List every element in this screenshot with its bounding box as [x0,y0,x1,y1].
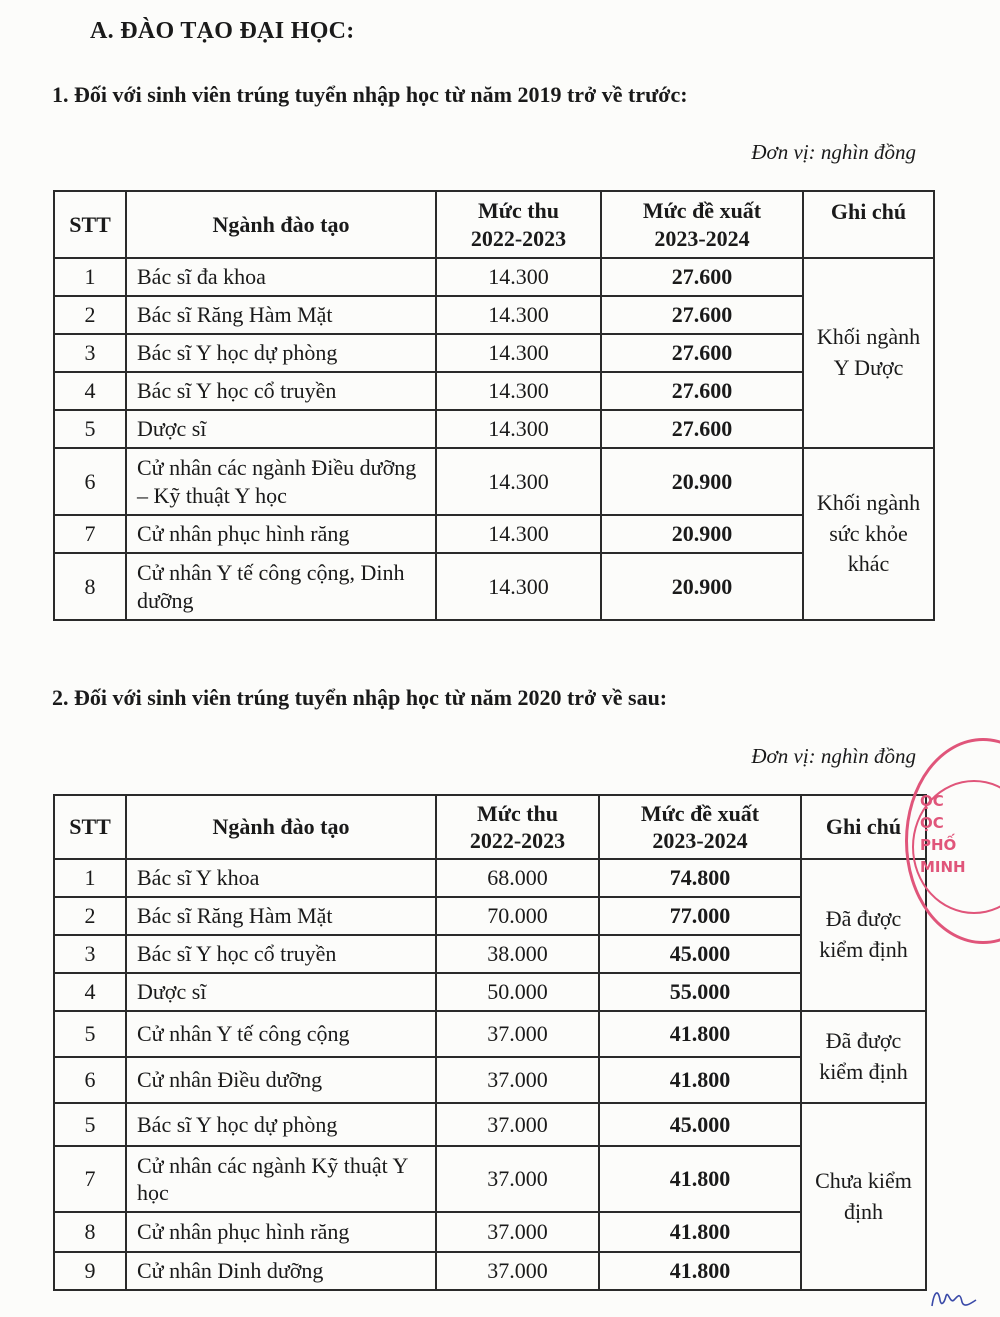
header-fee-proposed-line1: Mức đề xuất [642,198,762,223]
header-fee-current [436,191,601,258]
cell-fee-proposed: 41.800 [599,1057,801,1103]
table-row [54,448,934,515]
header-fee-proposed-line2: 2023-2024 [652,828,748,853]
table-row [54,410,934,448]
cell-fee-proposed: 41.800 [599,1011,801,1057]
header-fee-current-line2: 2022-2023 [470,225,567,251]
cell-major: Bác sĩ Y học cổ truyền [126,935,436,973]
cell-stt: 4 [54,973,126,1011]
table-row [54,973,926,1011]
cell-fee-current: 14.300 [436,553,601,620]
stamp-text-line: PHỐ [920,836,957,854]
cell-fee-proposed: 55.000 [599,973,801,1011]
cell-fee-proposed: 41.800 [599,1252,801,1290]
cell-stt: 5 [54,1103,126,1146]
cell-fee-proposed: 41.800 [599,1146,801,1212]
stamp-text-line: MINH [920,858,966,876]
cell-fee-proposed: 77.000 [599,897,801,935]
cell-major: Bác sĩ Y học dự phòng [126,1103,436,1146]
table-row [54,1103,926,1146]
cell-note-group: Khối ngành Y Dược [803,258,934,448]
cell-fee-current: 37.000 [436,1103,599,1146]
cell-major: Cử nhân Điều dưỡng [126,1057,436,1103]
table-header-row [54,795,926,859]
cell-note-group: Chưa kiểm định [801,1103,926,1290]
cell-fee-proposed: 20.900 [601,553,803,620]
cell-major: Dược sĩ [126,410,436,448]
header-fee-proposed-line1: Mức đề xuất [640,800,760,826]
cell-fee-proposed: 45.000 [599,935,801,973]
table-row [54,515,934,553]
header-fee-proposed [601,191,803,258]
cell-note-group: Khối ngành sức khỏe khác [803,448,934,620]
cell-fee-proposed: 27.600 [601,372,803,410]
cell-fee-current: 37.000 [436,1146,599,1212]
cell-note-group: Đã được kiểm định [801,859,926,1011]
fee-table-2020 [53,794,927,1291]
header-fee-proposed-line2: 2023-2024 [654,225,750,251]
cell-fee-proposed: 41.800 [599,1212,801,1252]
cell-note-group: Đã được kiểm định [801,1011,926,1103]
cell-fee-current: 38.000 [436,935,599,973]
header-stt: STT [54,191,126,258]
table-row [54,553,934,620]
cell-fee-current: 14.300 [436,515,601,553]
handwritten-signature [928,1282,978,1312]
cell-fee-current: 14.300 [436,258,601,296]
cell-fee-current: 14.300 [436,372,601,410]
cell-major: Bác sĩ Y học cổ truyền [126,372,436,410]
cell-stt: 5 [54,1011,126,1057]
cell-fee-current: 14.300 [436,334,601,372]
cell-stt: 3 [54,935,126,973]
header-note: Ghi chú [801,795,926,859]
section-heading: A. ĐÀO TẠO ĐẠI HỌC: [90,18,355,44]
cell-stt: 7 [54,1146,126,1212]
header-fee-current-line1: Mức thu [476,800,559,826]
cell-major: Bác sĩ Y học dự phòng [126,334,436,372]
cell-fee-current: 14.300 [436,410,601,448]
cell-stt: 1 [54,859,126,897]
cell-fee-current: 50.000 [436,973,599,1011]
cell-fee-current: 37.000 [436,1011,599,1057]
cell-fee-current: 37.000 [436,1057,599,1103]
cell-major: Cử nhân phục hình răng [126,1212,436,1252]
table-row [54,1212,926,1252]
table-row [54,1011,926,1057]
table-row [54,372,934,410]
table-row [54,334,934,372]
cell-major: Bác sĩ Răng Hàm Mặt [126,897,436,935]
table-row [54,258,934,296]
table-row [54,1057,926,1103]
cell-fee-proposed: 74.800 [599,859,801,897]
cell-fee-proposed: 20.900 [601,448,803,515]
header-fee-current [436,795,599,859]
cell-stt: 7 [54,515,126,553]
cell-major: Cử nhân Dinh dưỡng [126,1252,436,1290]
table-row [54,1252,926,1290]
cell-fee-current: 70.000 [436,897,599,935]
cell-major: Bác sĩ Y khoa [126,859,436,897]
cell-major: Cử nhân Y tế công cộng, Dinh dưỡng [126,553,436,620]
cell-fee-current: 37.000 [436,1212,599,1252]
section1-title: 1. Đối với sinh viên trúng tuyển nhập học từ năm 2019 trở về trước: [52,82,688,107]
fee-table-2019 [53,190,935,621]
cell-stt: 2 [54,296,126,334]
header-fee-proposed [599,795,801,859]
header-stt: STT [54,795,126,859]
section2-unit-note: Đơn vị: nghìn đồng [751,744,916,768]
cell-fee-proposed: 27.600 [601,334,803,372]
cell-fee-proposed: 20.900 [601,515,803,553]
cell-stt: 8 [54,1212,126,1252]
cell-stt: 6 [54,1057,126,1103]
cell-major: Bác sĩ đa khoa [126,258,436,296]
table-row [54,1146,926,1212]
table-row [54,859,926,897]
cell-stt: 3 [54,334,126,372]
cell-major: Dược sĩ [126,973,436,1011]
header-major: Ngành đào tạo [126,795,436,859]
cell-fee-proposed: 27.600 [601,296,803,334]
cell-fee-current: 37.000 [436,1252,599,1290]
table-row [54,897,926,935]
cell-fee-proposed: 45.000 [599,1103,801,1146]
header-fee-current-line1: Mức thu [477,198,560,223]
cell-fee-current: 14.300 [436,448,601,515]
section1-unit-note: Đơn vị: nghìn đồng [751,140,916,164]
cell-major: Cử nhân các ngành Kỹ thuật Y học [126,1146,436,1212]
cell-stt: 5 [54,410,126,448]
table-row [54,296,934,334]
cell-stt: 6 [54,448,126,515]
header-note: Ghi chú [803,191,934,258]
cell-major: Cử nhân các ngành Điều dưỡng – Kỹ thuật Y học [126,448,436,515]
cell-fee-proposed: 27.600 [601,410,803,448]
cell-fee-current: 14.300 [436,296,601,334]
stamp-text-line: ỌC [920,814,944,832]
cell-stt: 9 [54,1252,126,1290]
cell-stt: 2 [54,897,126,935]
cell-major: Bác sĩ Răng Hàm Mặt [126,296,436,334]
cell-major: Cử nhân phục hình răng [126,515,436,553]
cell-stt: 8 [54,553,126,620]
table-row [54,935,926,973]
cell-fee-current: 68.000 [436,859,599,897]
header-fee-current-line2: 2022-2023 [469,828,566,853]
header-major: Ngành đào tạo [126,191,436,258]
cell-stt: 4 [54,372,126,410]
cell-stt: 1 [54,258,126,296]
cell-fee-proposed: 27.600 [601,258,803,296]
stamp-text-line: ỌC [920,792,944,810]
cell-major: Cử nhân Y tế công cộng [126,1011,436,1057]
table-header-row [54,191,934,258]
section2-title: 2. Đối với sinh viên trúng tuyển nhập học từ năm 2020 trở về sau: [52,685,668,710]
